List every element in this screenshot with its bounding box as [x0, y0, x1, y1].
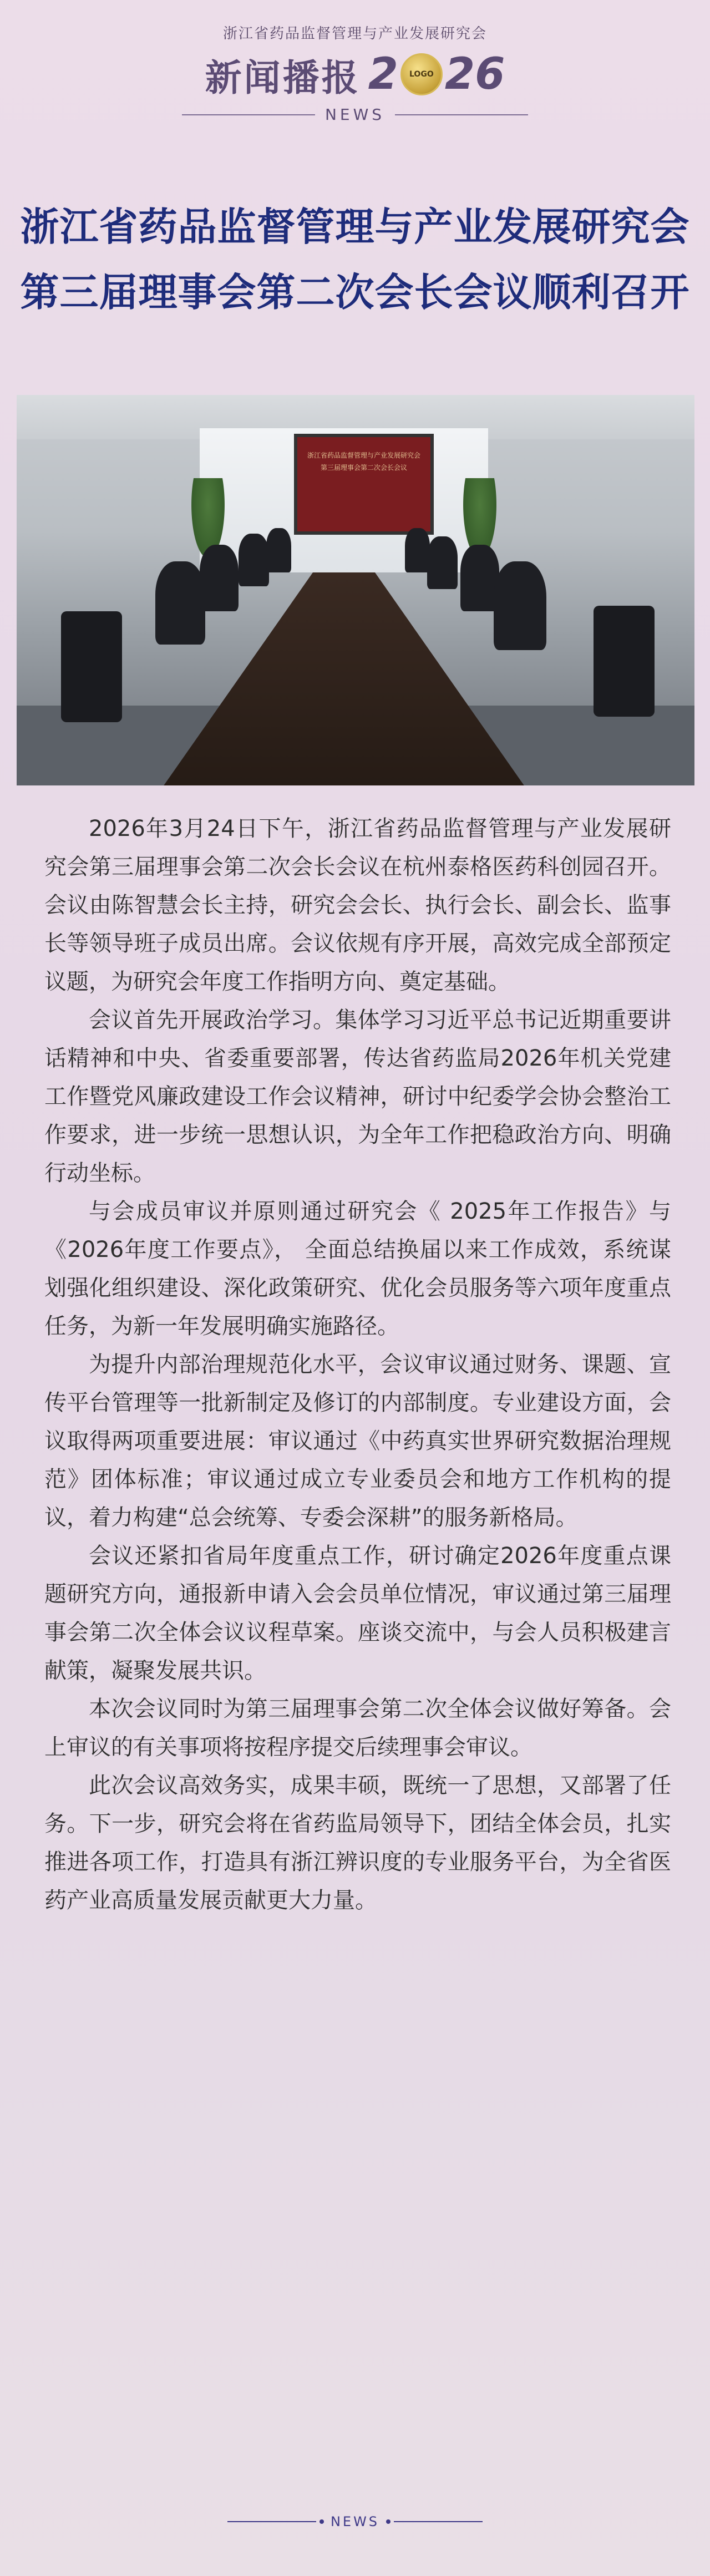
article-headline [0, 194, 710, 325]
attendee-figure [155, 561, 205, 645]
projection-screen [294, 434, 434, 535]
attendee-figure [266, 528, 291, 572]
news-subtitle [0, 105, 710, 124]
paragraph: 为提升内部治理规范化水平，会议审议通过财务、课题、宣传平台管理等一批新制定及修订的内部制度。专业建设方面，会议取得两项重要进展：审议通过《中药真实世界研究数据治理规范》团体标准；审议通过成立专业委员会和地方工作机构的提议，着力构建“总会统筹、专委会深耕”的服务新格局。 [44, 1352, 671, 1530]
attendee-figure [200, 545, 239, 611]
meeting-photo [17, 395, 694, 785]
article-body [44, 810, 671, 1920]
attendee-figure [239, 534, 269, 586]
news-english-label: NEWS [324, 105, 386, 124]
headline-line-1: 浙江省药品监督管理与产业发展研究会 [20, 204, 690, 250]
news-broadcast-label: 新闻播报 [205, 56, 361, 99]
organization-logo-icon [400, 53, 443, 95]
page-footer [0, 2514, 710, 2529]
year-suffix: 26 [444, 49, 505, 99]
divider [227, 2521, 316, 2522]
paragraph: 此次会议高效务实，成果丰硕，既统一了思想，又部署了任务。下一步，研究会将在省药监局领导下，团结全体会员，扎实推进各项工作，打造具有浙江辨识度的专业服务平台，为全省医药产业高质量发展贡献更大力量。 [44, 1773, 671, 1913]
logo-text: LOGO [409, 70, 434, 79]
year-label [368, 49, 505, 99]
divider [394, 2521, 483, 2522]
paragraph: 会议还紧扣省局年度重点工作，研讨确定2026年度重点课题研究方向，通报新申请入会会员单位情况，审议通过第三届理事会第二次全体会议议程草案。座谈交流中，与会人员积极建言献策，凝聚发展共识。 [44, 1543, 671, 1683]
paragraph: 本次会议同时为第三届理事会第二次全体会议做好筹备。会上审议的有关事项将按程序提交后续理事会审议。 [44, 1696, 671, 1760]
divider [395, 114, 528, 115]
chair [594, 606, 655, 717]
page-header [0, 0, 710, 128]
footer-news-label: NEWS [330, 2514, 380, 2529]
dot-icon [320, 2519, 324, 2524]
organization-name: 浙江省药品监督管理与产业发展研究会 [222, 26, 487, 42]
news-broadcast-title [0, 47, 710, 102]
screen-caption: 浙江省药品监督管理与产业发展研究会第三届理事会第二次会长会议 [307, 452, 420, 471]
dot-icon [386, 2519, 390, 2524]
headline-line-2: 第三届理事会第二次会长会议顺利召开 [20, 270, 690, 315]
paragraph: 2026年3月24日下午，浙江省药品监督管理与产业发展研究会第三届理事会第二次会长会议在杭州泰格医药科创园召开。会议由陈智慧会长主持，研究会会长、执行会长、副会长、监事长等领导班子成员出席。会议依规有序开展，高效完成全部预定议题，为研究会年度工作指明方向、奠定基础。 [44, 816, 671, 995]
year-prefix: 2 [368, 49, 398, 99]
paragraph: 与会成员审议并原则通过研究会《 2025年工作报告》与《2026年度工作要点》， 全面总结换届以来工作成效，系统谋划强化组织建设、深化政策研究、优化会员服务等六项年度重点任务，为新一年发展明确实施路径。 [44, 1199, 671, 1339]
chair [61, 611, 122, 722]
paragraph: 会议首先开展政治学习。集体学习习近平总书记近期重要讲话精神和中央、省委重要部署，传达省药监局2026年机关党建工作暨党风廉政建设工作会议精神，研讨中纪委学会协会整治工作要求，进一步统一思想认识，为全年工作把稳政治方向、明确行动坐标。 [44, 1007, 671, 1186]
attendee-figure [427, 536, 458, 589]
attendee-figure [405, 528, 430, 572]
divider [182, 114, 315, 115]
attendee-figure [494, 561, 546, 650]
